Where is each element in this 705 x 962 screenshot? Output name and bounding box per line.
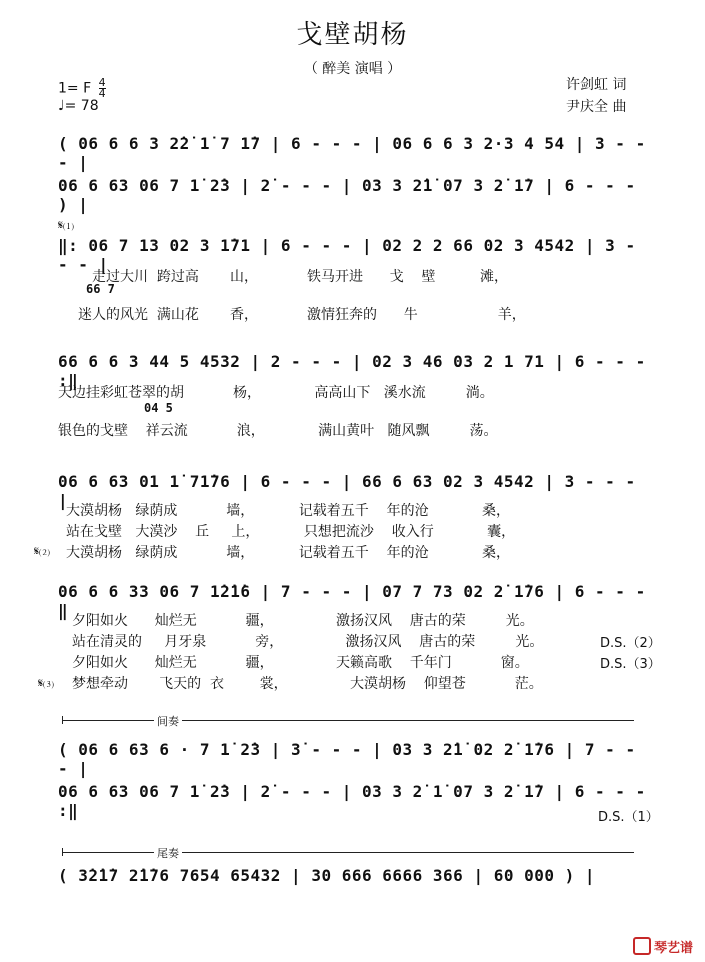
lyric-line: 站在戈壁 大漠沙 丘 上， 只想把流沙 收入行 囊， xyxy=(66,524,516,540)
notation-line: 06 6 63 01 1̇ 71̇76 | 6 - - - | 66 6 63 02 3 4542 | 3 - - - | xyxy=(58,472,636,510)
brand-logo xyxy=(633,937,693,956)
dal-segno-3: D.S.（3） xyxy=(600,657,661,672)
time-denominator: 4 xyxy=(98,87,106,100)
song-title: 戈壁胡杨 xyxy=(296,20,409,50)
notation-line: 66 6 6 3 44 5 4532 | 2 - - - | 02 3 46 03 2 1 71 | 6 - - - :‖ xyxy=(58,352,646,390)
notation-line: ‖: 06 7 13 02 3 1̇71 | 6 - - - | 02 2 2 66 02 3 4542 | 3 - - - | xyxy=(58,236,636,274)
outro-bracket-line xyxy=(62,852,634,853)
score-row-3 xyxy=(58,236,648,274)
score-row-1 xyxy=(58,134,648,172)
key-label: 1= F xyxy=(58,80,92,97)
score-row-9 xyxy=(58,866,648,888)
score-row-4 xyxy=(58,352,648,390)
lyric-line: 大漠胡杨 绿荫成 墙， 记载着五千 年的沧 桑， xyxy=(66,503,511,519)
dal-segno-1: D.S.（1） xyxy=(598,810,659,825)
interlude-bracket-line xyxy=(62,720,634,721)
dal-segno-2: D.S.（2） xyxy=(600,636,661,651)
score-row-2 xyxy=(58,176,648,214)
lyric-line: 站在清灵的 月牙泉 旁， 激扬汉风 唐古的荣 光。 xyxy=(72,634,544,650)
bracket-tick xyxy=(62,716,63,724)
time-numerator: 4 xyxy=(98,76,106,89)
lyric-line: 天边挂彩虹苍翠的胡 杨， 高高山下 溪水流 淌。 xyxy=(58,385,494,401)
score-row-6 xyxy=(58,582,648,620)
notation-line: 06 6 63 06 7 1̇ 2̇3 | 2̇ - - - | 03 3 2̇ 1̇ 07 3 2̇ 1̇7 | 6 - - - :‖ xyxy=(58,782,646,820)
performer-subtitle: （ 醉美 演唱 ） xyxy=(303,61,402,77)
key-signature xyxy=(58,78,106,99)
alternate-notes: 04 5 xyxy=(144,401,173,415)
notation-line: 06 6 63 06 7 1̇ 2̇3 | 2̇ - - - | 03 3 2̇1̇ 07 3 2̇ 1̇7 | 6 - - - ) | xyxy=(58,176,636,214)
segno-marker-1: 𝄋⑴ xyxy=(58,218,74,232)
composer-credit: 尹庆全 曲 xyxy=(566,99,627,115)
bracket-tick xyxy=(62,848,63,856)
score-row-7 xyxy=(58,740,648,778)
lyric-line: 大漠胡杨 绿荫成 墙， 记载着五千 年的沧 桑， xyxy=(66,545,511,561)
notation-line: 06 6 6 33 06 7 1̇2̇1̇6 | 7 - - - | 07 7 73 02 2̇ 1̇76 | 6 - - - ‖ xyxy=(58,582,646,620)
score-row-5 xyxy=(58,472,648,510)
segno-marker-2: 𝄋⑵ xyxy=(34,544,50,558)
notation-line: ( 06 6 6 3 2̇2̇ 1̇ 7 1̇7 | 6 - - - | 06 6 6 3 2·3 4 54 | 3 - - - | xyxy=(58,134,646,172)
lyric-line: 夕阳如火 灿烂无 疆， 天籁高歌 千年门 窗。 xyxy=(72,655,529,671)
lyric-line: 银色的戈壁 祥云流 浪， 满山黄叶 随风飘 荡。 xyxy=(58,423,498,439)
segno-marker-3: 𝄋⑶ xyxy=(38,676,54,690)
alternate-notes: 66 7 xyxy=(86,282,115,296)
notation-line: ( 3̇2̇1̇7 2̇1̇76 7654 65432 | 30 666 6666 366 | 60 000 ) | xyxy=(58,866,596,885)
lyricist-credit: 许剑虹 词 xyxy=(566,77,627,93)
interlude-label: 间奏 xyxy=(154,713,182,729)
lyric-line: 迷人的风光 满山花 香， 激情狂奔的 牛 羊， xyxy=(78,307,526,323)
brand-logo-icon xyxy=(633,937,651,955)
notation-line: ( 06 6 63 6 · 7 1̇ 2̇3 | 3̇ - - - | 03 3 2̇1̇ 02 2̇ 1̇76 | 7 - - - | xyxy=(58,740,636,778)
lyric-line: 梦想牵动 飞天的 衣 裳， 大漠胡杨 仰望苍 茫。 xyxy=(72,676,543,692)
tempo-marking: ♩= 78 xyxy=(58,98,99,114)
outro-label: 尾奏 xyxy=(154,845,182,861)
lyric-line: 夕阳如火 灿烂无 疆， 激扬汉风 唐古的荣 光。 xyxy=(72,613,534,629)
lyric-line: 走过大川 跨过高 山， 铁马开进 戈 壁 滩， xyxy=(92,269,509,285)
brand-logo-text: 琴艺谱 xyxy=(653,941,693,956)
time-signature xyxy=(99,78,106,99)
